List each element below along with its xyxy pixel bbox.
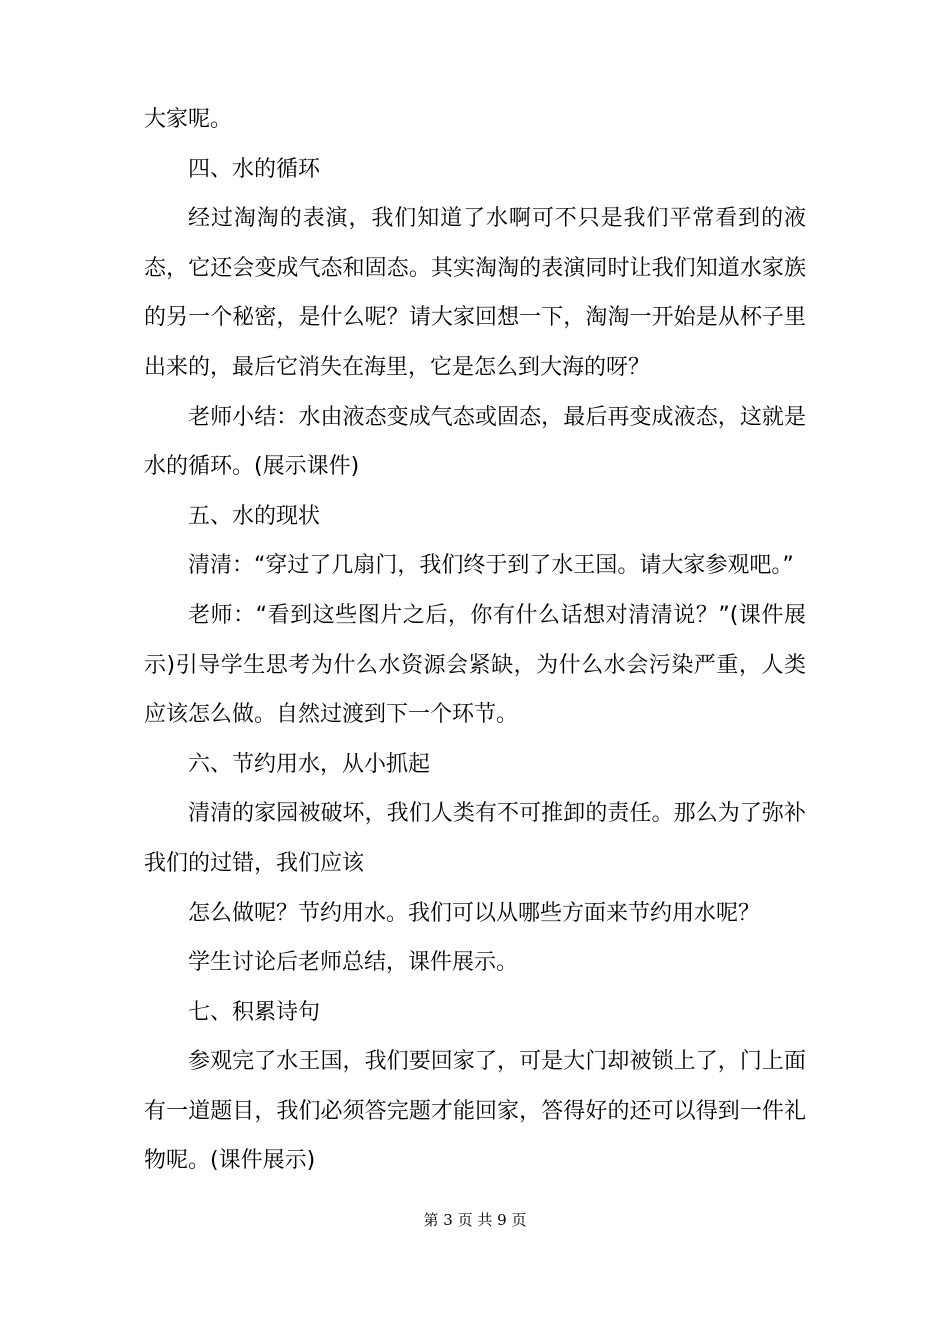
paragraph: 老师：“看到这些图片之后，你有什么话想对清清说？”(课件展示)引导学生思考为什么水资源会紧缺，为什么水会污染严重，人类应该怎么做。自然过渡到下一个环节。 bbox=[144, 602, 806, 728]
paragraph: 老师小结：水由液态变成气态或固态，最后再变成液态，这就是水的循环。(展示课件) bbox=[144, 404, 806, 480]
paragraph: 清清的家园被破坏，我们人类有不可推卸的责任。那么为了弥补我们的过错，我们应该 bbox=[144, 801, 806, 876]
section-heading: 四、水的循环 bbox=[188, 156, 321, 182]
paragraph: 参观完了水王国，我们要回家了，可是大门却被锁上了，门上面有一道题目，我们必须答完题才能回家，答得好的还可以得到一件礼物呢。(课件展示) bbox=[144, 1049, 806, 1174]
section-heading: 七、积累诗句 bbox=[188, 999, 321, 1025]
paragraph: 学生讨论后老师总结，课件展示。 bbox=[188, 950, 519, 976]
paragraph: 清清：“穿过了几扇门，我们终于到了水王国。请大家参观吧。” bbox=[188, 553, 794, 579]
section-heading: 六、节约用水，从小抓起 bbox=[188, 751, 431, 777]
page-number-footer: 第 3 页 共 9 页 bbox=[423, 1211, 527, 1229]
paragraph: 怎么做呢？节约用水。我们可以从哪些方面来节约用水呢？ bbox=[188, 900, 761, 926]
section-heading: 五、水的现状 bbox=[188, 503, 321, 529]
document-body bbox=[144, 95, 806, 1186]
paragraph: 经过淘淘的表演，我们知道了水啊可不只是我们平常看到的液态，它还会变成气态和固态。其实淘淘的表演同时让我们知道水家族的另一个秘密，是什么呢？请大家回想一下，淘淘一开始是从杯子里出来的，最后它消失在海里，它是怎么到大海的呀？ bbox=[144, 206, 806, 380]
paragraph: 大家呢。 bbox=[144, 107, 233, 132]
